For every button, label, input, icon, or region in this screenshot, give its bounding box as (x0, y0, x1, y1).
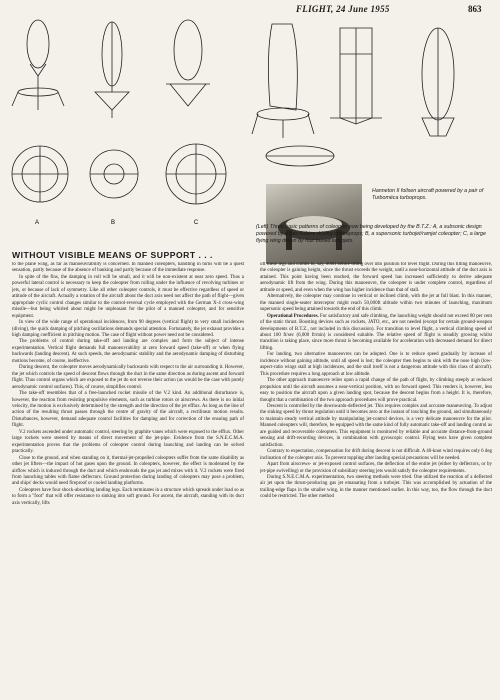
paragraph: The problems of control during take-off and landing are complex and form the subject of intense experimentation. Vertical flight demands full manoeuvrability at zero forward speed (take-off) or when flying backwards (landing descent). At such speeds, the aerodynamic stability and the aerodynamic damping of disturbing motions become, of course, ineffective. (12, 339, 244, 364)
design-b-front-view (95, 22, 129, 118)
view-label-b: B (110, 220, 116, 226)
paragraph: For landing, two alternative manoeuvres can be adopted. One is to reduce speed gradually by increase of incidence without gaining altitude, until all speed is lost; the coleopter then begins to sink with the nose high (low-aspect-ratio wings stall at high incidences, and the stall itself is not a dangerous attitude with this class of aircraft). This procedure requires a long approach at low altitude. (260, 352, 492, 377)
drawings-caption: (Left) Three basic patterns of coleopter now being developed by the B.T.Z.: A, a subsonic design powered by a gas turbine driving contraprops; B, a supersonic turbojet/ramjet coleopter; C, a large flying wing driven by four buried turbojets. (256, 224, 486, 244)
paragraph: The take-off resembles that of a free-launched rocket missile of the V.2 kind. An additional disturbance is, however, the reaction from resisting propulsive elements, such as turbine rotors or airscrews. As there is no initial velocity, the motion is exclusively determined by the strength and the direction of the jet efflux. As long as the line of action of the resulting thrust passes through the centre of gravity of the aircraft, a rectilinear motion results. Disturbances, however, demand adequate control facilities for damping and for correction of the ensuing path of flight. (12, 391, 244, 429)
run-in-heading: Operational Procedures. (267, 313, 319, 319)
paragraph: During S.N.E.C.M.A. experimentation, two steering methods were tried. One utilized the reaction of a deflected air jet upon the thrust-producing gas jet emanating from a turbojet. This was accomplished by actuation of the trailing-edge flaps in the smaller wing, in the manner mentioned earlier. In this way, too, the flow through the duct could be restricted. The other method (260, 474, 492, 500)
paragraph-operational-procedures (260, 314, 492, 353)
paragraph: Descent is controlled by the downwards-deflected jet. This requires complex and accurate manœuvring. To adjust the sinking speed by thrust regulation until it becomes zero at the instant of touching the ground, and simultaneously to maintain steady vertical attitude by manipulating jet-control devices, is a very delicate manoeuvre for the pilot. Manned coleopters will, therefore, be equipped with the same kind of fully automatic take-off and landing control as are guided and recoverable coleopters. This equipment is monitored by reliable and accurate distance-from-ground sensing and drift-recording devices, in combination with gyroscopic control. Flying tests have given complete satisfaction. (260, 403, 492, 448)
running-head: FLIGHT, 24 June 1955 (296, 4, 390, 14)
design-c-front-view (166, 20, 210, 106)
view-label-a: A (34, 220, 40, 226)
paragraph-body: For satisfactory and safe climbing, the launching weight should not exceed 80 per cent of the static thrust. Boosting devices such as rockets, JATO, etc., are not needed (except for certain ground-weapon developments of B.T.Z., not included in this discussion). For transition to level flight, a vertical climbing speed of about 100 ft/sec (6,000 ft/min) is considered suitable. The relative speed of flight is steadily growing whilst transition is taking place, since more thrust is becoming available for acceleration with decreased demand for direct lifting. (260, 313, 492, 351)
paragraph: V.2 rockets ascended under automatic control, steering by graphite vanes which were exposed to the efflux. Other large rockets were steered by means of direct movement of the jet-pipe. Evidence from the S.N.E.C.M.A. experimentation proves that the problems of coleopter control during launching and landing can be solved practically. (12, 429, 244, 455)
paragraph: In spite of the fins, the damping in roll will be small, and it will be non-existent at near zero speed. Thus a powerful lateral control is necessary to keep the coleopter from rolling under the influence of revolving turbines or jets, or because of lack of symmetry. Like all other coleopter controls, it must be effective regardless of speed or attitude of the aircraft. Actually a rotation of the aircraft about the duct axis need not affect the path of flight—given appropriate cyclic control changes similar to the control-reversal cycle employed with the German X-4 cross-wing missile—but being whirled about might be unpleasant for the pilot of a manned coleopter, and for sensitive equipment. (12, 274, 244, 319)
paragraph: Apart from airscrews- or jet-exposed control surfaces, the deflection of the entire jet (either by deflectors, or by jet-pipe swivelling) or the provision of subsidiary steering jets would satisfy the coleopter requirements. (260, 462, 492, 474)
design-c-plan-view (166, 144, 226, 204)
profile-plan-view (266, 146, 334, 166)
article-column-right (260, 262, 492, 694)
photo-caption: Hanneton II foilsen aircraft powered by a pair of Turboméca turboprops. (372, 188, 484, 201)
paragraph: During descent, the coleopter moves aerodynamically backwards with respect to the air surrounding it. However, the jet which controls the speed of descent flows through the duct in the same direction as during ascent and forward flight. Thus control organs which are exposed to the jet do not reverse their action (as would be the case with purely aerodynamic control surfaces). This, of course, simplifies control. (12, 365, 244, 390)
paragraph: Close to the ground, and when standing on it, thermal-jet-propelled coleopters suffer from the same disability as other jet lifters—the impact of hot gases upon the ground. In coleopters, however, the effect is moderated by the airflow which is induced through the duct and which enshrouds the gas jet and mixes with it. V.2 rockets were fired from launching tables with flame deflectors. Ground protection during landing of coleopters may pose a problem, and ships' decks would need fireproof or cooled landing platforms. (12, 455, 244, 487)
paragraph: off these legs and climbs to, say, 600ft before tilting over into position for level flight. During this tilting manoeuvre, the coleopter is gaining height, since the thrust exceeds the weight, until a near-horizontal attitude of the duct axis is attained. This point having been reached, the forward speed has increased sufficiently to derive adequate aerodynamic lift from the wing. During this manoeuvre, the coleopter is under complete control, regardless of attitude or speed, and even when the wing has higher incidence than that of stall. (260, 262, 492, 293)
paragraph: The other approach manoeuvre relies upon a rapid change of the path of flight, by climbing steeply at reduced propulsion until the aircraft assumes a near-vertical position, with no forward speed. This renders it, however, less easy to position the aircraft upon a given landing spot, because the descent begins from a height. It is, therefore, thought that a combination of the two approach procedures will prove practical. (260, 378, 492, 403)
paragraph: In view of the wide range of operational incidences, from 90 degrees (vertical flight) to very small incidences (diving), the quick damping of pitching oscillations demands special attention. Fortunately, the jet exhaust provides a high damping coefficient in pitching motion. The case of flight without power need not be considered. (12, 320, 244, 338)
article-column-left (12, 262, 244, 694)
design-b-plan-view (90, 150, 138, 198)
coleopter-profile-drawing (252, 24, 314, 138)
design-a-plan-view (12, 146, 68, 202)
page-number: 863 (468, 4, 482, 14)
coleopter-rear-view (422, 28, 454, 136)
paragraph: Contrary to expectation, compensation for drift during descent is not difficult. A 40-knot wind requires only 6 deg inclination of the coleopter axis. To prevent toppling after landing special precautions will be needed. (260, 449, 492, 461)
design-a-front-view (12, 20, 64, 110)
paragraph: to the plane wing, as far as manoeuvrability is concerned. In manned coleopters, handling in turns will be a quest sensation, partly because of the absence of banking and partly because of the immediate response. (12, 262, 244, 274)
coleopter-figure (0, 14, 500, 264)
coleopter-duct-view (330, 28, 382, 124)
paragraph: Coleopters have four shock-absorbing landing legs. Each terminates in a structure which spreads under load so as to form a "foot" that will offer resistance to sinking into soft ground. For ascent, the aircraft, standing with its duct axis vertically, lifts (12, 487, 244, 506)
paragraph: Alternatively, the coleopter may continue in vertical or inclined climb, with the jet at full blast. In this manner, the manned single-seater interceptor might reach 50,000ft altitude within two minutes of launching, maximum supersonic speed being attained towards the end of this climb. (260, 294, 492, 313)
article-title: WITHOUT VISIBLE MEANS OF SUPPORT . . . (12, 250, 213, 260)
view-label-c: C (193, 220, 199, 226)
